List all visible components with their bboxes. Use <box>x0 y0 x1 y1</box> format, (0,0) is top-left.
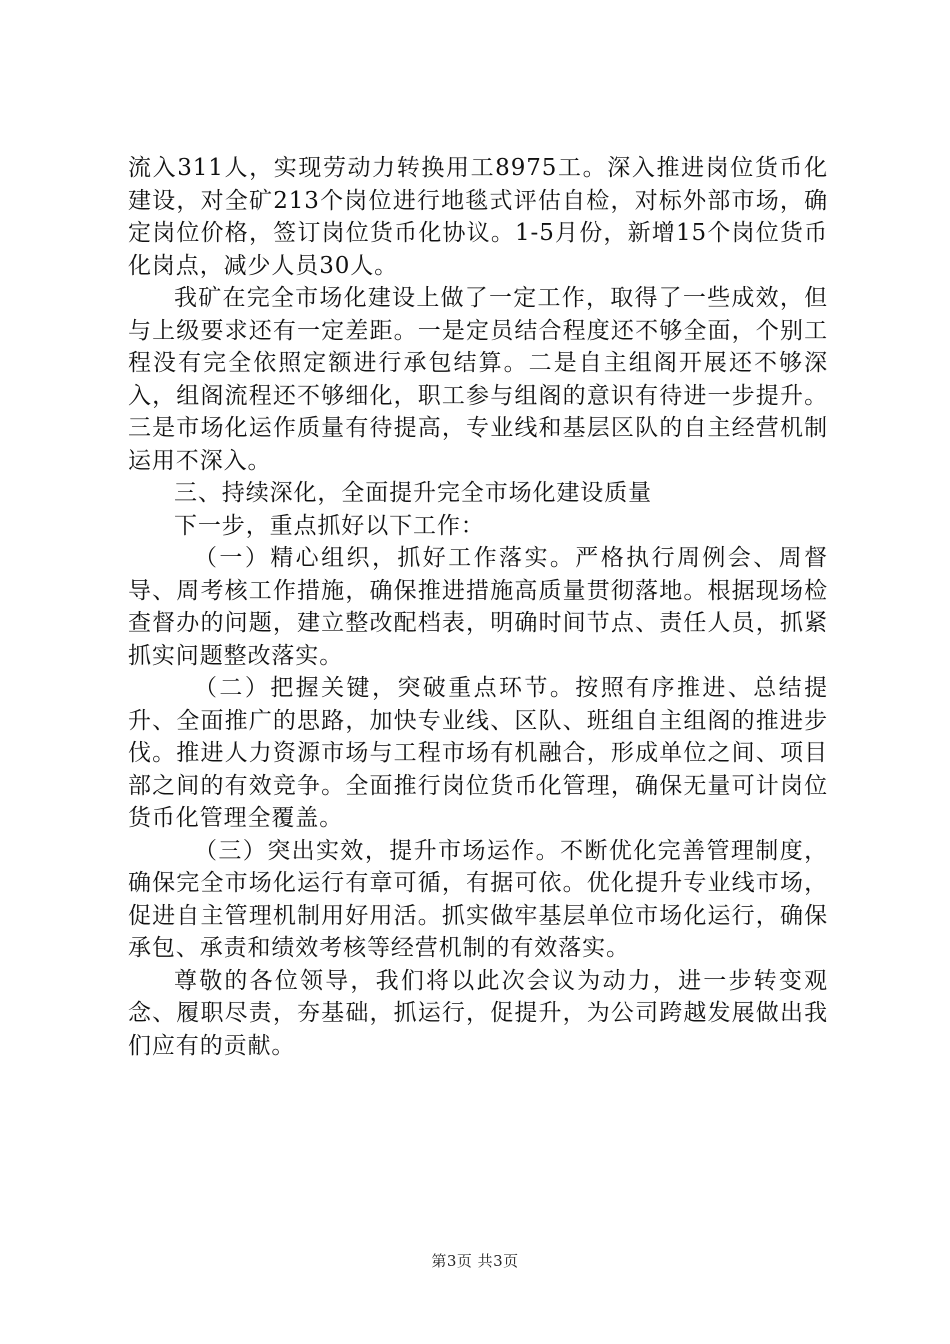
paragraph-closing: 尊敬的各位领导，我们将以此次会议为动力，进一步转变观念、履职尽责，夯基础，抓运行，促提升，为公司跨越发展做出我们应有的贡献。 <box>128 967 828 1059</box>
paragraph-continuation: 流入311人，实现劳动力转换用工8975工。深入推进岗位货币化建设，对全矿213个岗位进行地毯式评估自检，对标外部市场，确定岗位价格，签订岗位货币化协议。1-5月份，新增15个岗位货币化岗点，减少人员30人。 <box>128 155 828 279</box>
paragraph-next-steps-intro: 下一步，重点抓好以下工作： <box>174 512 485 539</box>
paragraph-item-one: （一）精心组织，抓好工作落实。严格执行周例会、周督导、周考核工作措施，确保推进措施高质量贯彻落地。根据现场检查督办的问题，建立整改配档表，明确时间节点、责任人员，抓紧抓实问题整改落实。 <box>128 545 828 669</box>
paragraph-shortcomings: 我矿在完全市场化建设上做了一定工作，取得了一些成效，但与上级要求还有一定差距。一是定员结合程度还不够全面，个别工程没有完全依照定额进行承包结算。二是自主组阁开展还不够深入，组阁流程还不够细化，职工参与组阁的意识有待进一步提升。三是市场化运作质量有待提高，专业线和基层区队的自主经营机制运用不深入。 <box>128 285 828 474</box>
document-body <box>128 152 828 1062</box>
section-heading: 三、持续深化，全面提升完全市场化建设质量 <box>174 480 652 506</box>
page-number-footer: 第3页 共3页 <box>431 1252 519 1270</box>
paragraph-item-two: （二）把握关键，突破重点环节。按照有序推进、总结提升、全面推广的思路，加快专业线、区队、班组自主组阁的推进步伐。推进人力资源市场与工程市场有机融合，形成单位之间、项目部之间的有效竞争。全面推行岗位货币化管理，确保无量可计岗位货币化管理全覆盖。 <box>128 675 828 831</box>
paragraph-item-three: （三）突出实效，提升市场运作。不断优化完善管理制度，确保完全市场化运行有章可循，有据可依。优化提升专业线市场，促进自主管理机制用好用活。抓实做牢基层单位市场化运行，确保承包、承责和绩效考核等经营机制的有效落实。 <box>128 837 828 961</box>
